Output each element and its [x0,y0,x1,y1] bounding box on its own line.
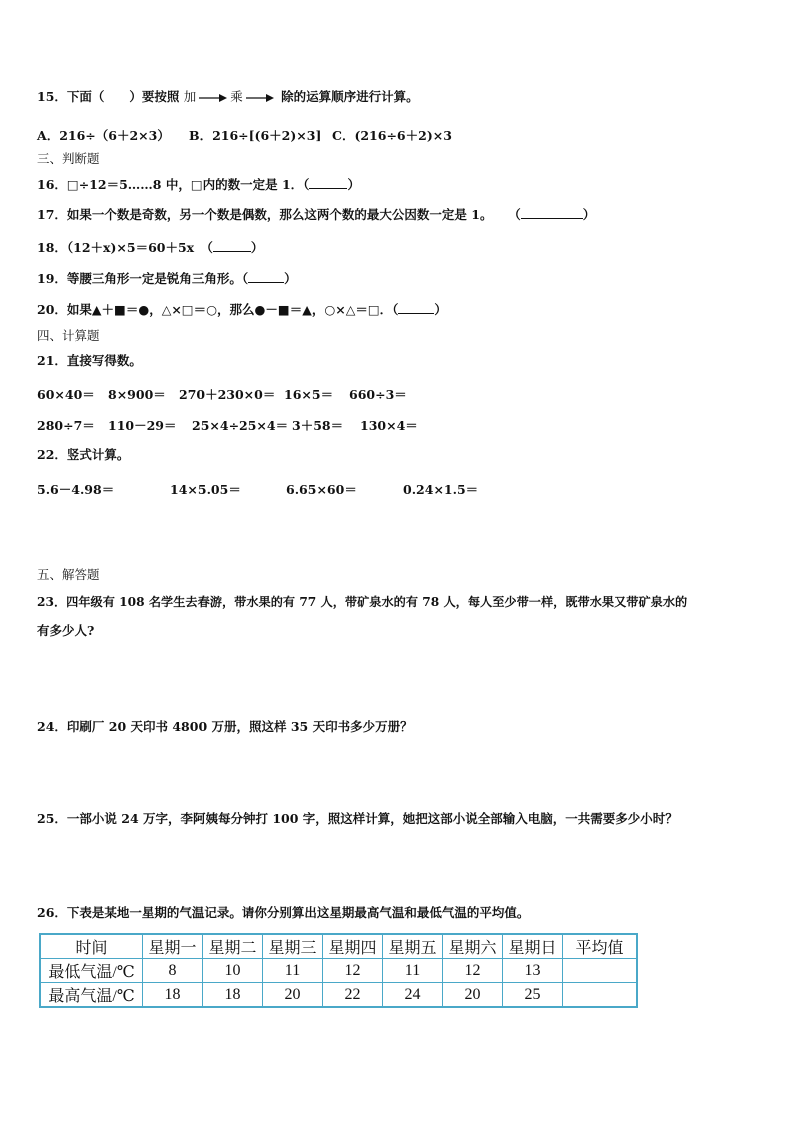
q15-op-multiply: 乘 [230,89,243,104]
q18-text: 18．（12＋x)×5＝60＋5x （ [37,240,213,255]
answer-blank[interactable] [398,302,434,314]
answer-blank[interactable] [309,177,347,189]
q16-text: 16．□÷12＝5……8 中，□内的数一定是 1．（ [37,177,310,192]
table-header-cell: 星期六 [443,934,503,959]
table-header-cell: 星期五 [383,934,443,959]
q23-line-2: 有多少人? [37,623,95,638]
calc-item: 130×4＝ [360,418,418,433]
q20-close: ） [434,302,447,317]
calc-item: 16×5＝ [284,387,334,402]
table-cell: 12 [443,959,503,983]
calc-item: 0.24×1.5＝ [403,482,479,497]
table-header-cell: 星期日 [503,934,563,959]
q15-option-b: B．216÷[(6＋2)×3] [189,128,322,143]
table-header-cell: 星期四 [323,934,383,959]
table-row [40,983,637,1008]
table-cell: 8 [143,959,203,983]
q23-line-1: 23．四年级有 108 名学生去春游，带水果的有 77 人，带矿泉水的有 78 人，每人至少带一样，既带水果又带矿泉水的 [37,595,688,609]
q19-close: ） [284,271,297,286]
question-24: 24．印刷厂 20 天印书 4800 万册，照这样 35 天印书多少万册？ [37,719,413,734]
calc-item: 270＋230×0＝ [179,387,276,402]
row-label: 最高气温/℃ [40,983,143,1008]
table-cell: 13 [503,959,563,983]
section-5-heading: 五、解答题 [37,567,100,582]
question-15 [37,89,419,105]
calc-item: 60×40＝ [37,387,95,402]
question-25: 25．一部小说 24 万字，李阿姨每分钟打 100 字，照这样计算，她把这部小说全部输入电脑，一共需要多少小时？ [37,811,678,826]
calc-item: 14×5.05＝ [170,482,241,497]
q16-close: ） [347,177,360,192]
calc-item: 6.65×60＝ [286,482,357,497]
table-cell: 20 [443,983,503,1008]
table-cell: 11 [263,959,323,983]
calc-item: 5.6－4.98＝ [37,482,115,497]
q20-text: 20．如果▲＋■＝●，△×□＝○，那么●－■＝▲，○×△＝□．（ [37,302,399,317]
calc-item: 660÷3＝ [349,387,407,402]
calc-item: 25×4÷25×4＝ [192,418,289,433]
table-cell: 20 [263,983,323,1008]
temperature-table [39,933,638,1008]
section-4-heading: 四、计算题 [37,328,100,343]
q17-text: 17．如果一个数是奇数，另一个数是偶数，那么这两个数的最大公因数一定是 1。 [37,207,493,222]
section-3-heading: 三、判断题 [37,151,100,166]
right-arrow-icon [246,93,274,103]
table-cell: 18 [203,983,263,1008]
table-row [40,959,637,983]
q15-text-after: 除的运算顺序进行计算。 [281,89,419,104]
table-header-cell: 平均值 [563,934,638,959]
table-header-cell: 星期三 [263,934,323,959]
table-cell: 24 [383,983,443,1008]
calc-item: 280÷7＝ [37,418,95,433]
average-cell[interactable] [563,983,638,1008]
q22-title: 22．竖式计算。 [37,447,130,462]
calc-item: 8×900＝ [108,387,166,402]
q15-op-add: 加 [183,89,197,104]
row-label: 最低气温/℃ [40,959,143,983]
table-cell: 18 [143,983,203,1008]
question-19 [37,271,297,287]
table-cell: 22 [323,983,383,1008]
table-header-cell: 星期一 [143,934,203,959]
table-cell: 12 [323,959,383,983]
right-arrow-icon [199,93,227,103]
table-cell: 11 [383,959,443,983]
table-header-row [40,934,637,959]
table-cell: 10 [203,959,263,983]
answer-blank[interactable] [248,271,284,283]
q21-title: 21．直接写得数。 [37,353,142,368]
calc-item: 3＋58＝ [292,418,344,433]
q26-title: 26．下表是某地一星期的气温记录。请你分别算出这星期最高气温和最低气温的平均值。 [37,905,530,920]
q17-close: ） [582,207,596,222]
average-cell[interactable] [563,959,638,983]
question-17 [37,207,595,223]
table-cell: 25 [503,983,563,1008]
table-header-cell: 星期二 [203,934,263,959]
answer-blank[interactable] [213,240,251,252]
q15-text-before: 15．下面（ ）要按照 [37,89,180,104]
q18-close: ） [250,240,264,255]
q19-text: 19．等腰三角形一定是锐角三角形。（ [37,271,249,286]
question-20 [37,302,447,318]
calc-item: 110－29＝ [108,418,177,433]
q15-option-c: C．(216÷6＋2)×3 [332,128,452,143]
table-header-cell: 时间 [40,934,143,959]
answer-blank[interactable] [521,207,583,219]
q15-option-a: A．216÷（6＋2×3） [37,128,170,143]
q17-open: （ [514,207,521,222]
question-18 [37,240,263,256]
question-16 [37,177,360,193]
